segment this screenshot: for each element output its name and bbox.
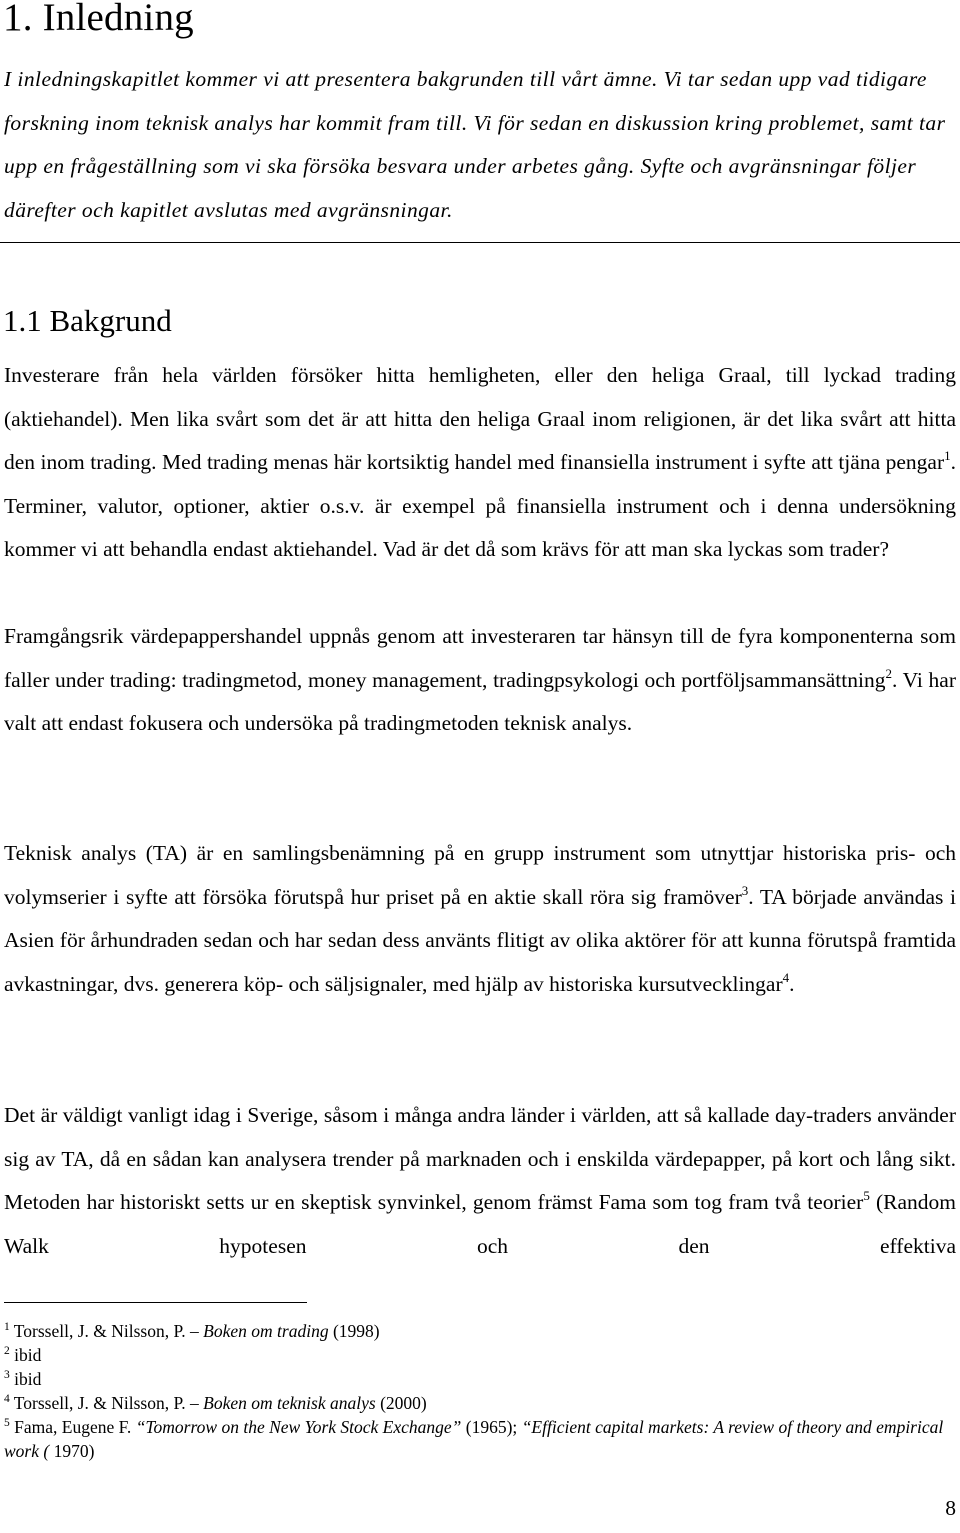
paragraph-3	[4, 832, 956, 1006]
footnote-number: 1	[4, 1321, 10, 1333]
paragraph-4-text-a: Det är väldigt vanligt idag i Sverige, såsom i många andra länder i världen, att så kallade day-traders använder sig av TA, då en sådan kan analysera trender på marknaden och i enskilda värdepapper, på kort och lång sikt. Metoden har historiskt setts ur en skeptisk synvinkel, genom främst Fama som tog fram två teorier	[4, 1103, 956, 1214]
footnote-title: – Boken om teknisk analys	[190, 1393, 376, 1413]
footnote-year: 1970)	[49, 1441, 95, 1461]
footnote-year: (1998)	[328, 1321, 380, 1341]
footnote-number: 5	[4, 1417, 10, 1429]
footnote-author: Fama, Eugene F.	[9, 1417, 136, 1437]
footnote-year: (2000)	[375, 1393, 427, 1413]
chapter-heading: 1. Inledning	[3, 0, 194, 39]
footnote-5	[4, 1415, 956, 1463]
paragraph-4	[4, 1094, 956, 1268]
footnote-title: – Boken om trading	[190, 1321, 329, 1341]
paragraph-2-text-b: . Vi har valt att endast fokusera och undersöka på tradingmetoden teknisk analys.	[4, 667, 956, 735]
footnote-2	[4, 1343, 956, 1367]
footnote-divider	[4, 1302, 307, 1303]
footnote-ref-5[interactable]: 5	[863, 1188, 870, 1203]
paragraph-2	[4, 615, 956, 746]
footnote-title-b: “Efficient capital markets: A review of theory and empirical work (	[4, 1417, 944, 1461]
paragraph-3-text-a: Teknisk analys (TA) är en samlingsbenämning på en grupp instrument som utnyttjar historiska pris- och volymserier i syfte att försöka förutspå hur priset på en aktie skall röra sig framöver	[4, 841, 956, 909]
footnote-author: Torssell, J. & Nilsson, P.	[9, 1321, 191, 1341]
paragraph-4-text-b: (Random Walk hypotesen och den effektiva	[4, 1190, 956, 1258]
footnote-ref-1[interactable]: 1	[944, 448, 951, 463]
footnote-1	[4, 1319, 956, 1343]
paragraph-1	[4, 354, 956, 572]
footnote-title-a: “Tomorrow on the New York Stock Exchange”	[135, 1417, 462, 1437]
page-number: 8	[945, 1496, 956, 1520]
paragraph-3-text-b: . TA började användas i Asien för århundraden sedan och har sedan dess använts flitigt av olika aktörer för att kunna förutspå framtida avkastningar, dvs. generera köp- och säljsignaler, med hjälp av historiska kursutvecklingar	[4, 884, 956, 996]
paragraph-2-text-a: Framgångsrik värdepappershandel uppnås genom att investeraren tar hänsyn till de fyra komponenterna som faller under trading: tradingmetod, money management, tradingpsykologi och portföljsammansättning	[4, 624, 956, 692]
paragraph-3-text-c: .	[789, 971, 795, 996]
footnote-text: ibid	[9, 1345, 42, 1365]
footnote-4	[4, 1391, 956, 1415]
footnotes	[4, 1319, 956, 1463]
footnote-author: Torssell, J. & Nilsson, P.	[9, 1393, 191, 1413]
footnote-number: 2	[4, 1345, 10, 1357]
section-heading: 1.1 Bakgrund	[3, 303, 172, 338]
footnote-ref-2[interactable]: 2	[885, 665, 892, 681]
paragraph-1-text-b: . Terminer, valutor, optioner, aktier o.s.v. är exempel på finansiella instrument och i denna undersökning kommer vi att behandla endast aktiehandel. Vad är det då som krävs för att man ska lyckas som trader?	[4, 450, 956, 561]
footnote-text: ibid	[9, 1369, 42, 1389]
paragraph-1-text-a: Investerare från hela världen försöker hitta hemligheten, eller den heliga Graal, till lyckad trading (aktiehandel). Men lika svårt som det är att hitta den heliga Graal inom religionen, är det lika svårt att hitta den inom trading. Med trading menas här kortsiktig handel med finansiella instrument i syfte att tjäna pengar	[4, 363, 956, 474]
footnote-3	[4, 1367, 956, 1391]
footnote-mid: (1965);	[461, 1417, 522, 1437]
footnote-number: 4	[4, 1393, 10, 1405]
chapter-intro: I inledningskapitlet kommer vi att presentera bakgrunden till vårt ämne. Vi tar sedan upp vad tidigare forskning inom teknisk analys har kommit fram till. Vi för sedan en diskussion kring problemet, samt tar upp en frågeställning som vi ska försöka besvara under arbetes gång. Syfte och avgränsningar följer därefter och kapitlet avslutas med avgränsningar.	[4, 67, 946, 222]
section-divider	[0, 242, 960, 243]
footnote-ref-3[interactable]: 3	[741, 882, 749, 898]
footnote-ref-4[interactable]: 4	[782, 969, 790, 985]
footnote-number: 3	[4, 1369, 10, 1381]
